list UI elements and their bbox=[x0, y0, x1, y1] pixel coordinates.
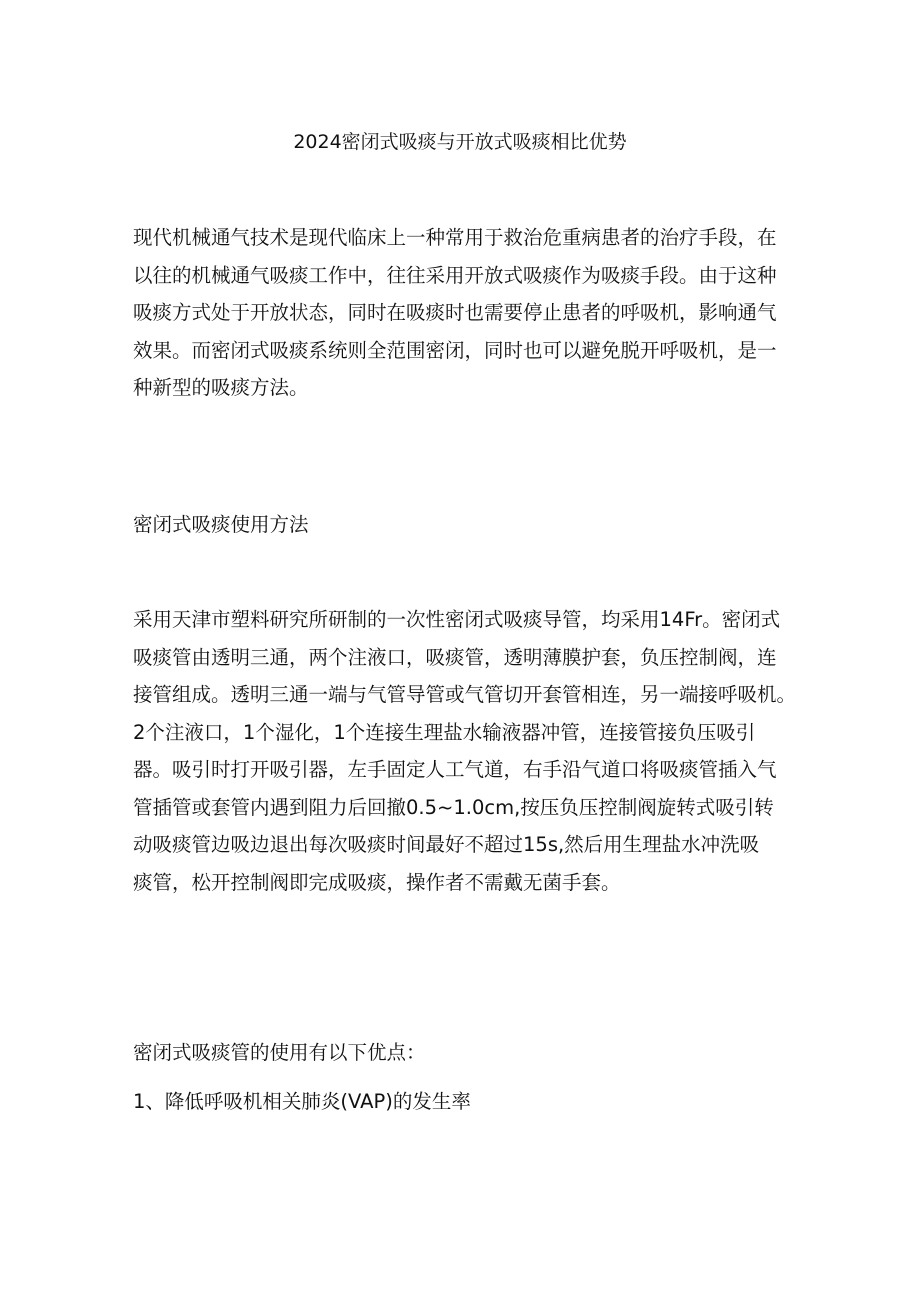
advantage-item-1: 1、降低呼吸机相关肺炎(VAP)的发生率 bbox=[133, 1090, 471, 1113]
section-heading: 密闭式吸痰使用方法 bbox=[133, 513, 309, 536]
intro-line: 效果。而密闭式吸痰系统则全范围密闭，同时也可以避免脱开呼吸机，是一 bbox=[133, 338, 777, 362]
method-line: 痰管，松开控制阀即完成吸痰，操作者不需戴无菌手套。 bbox=[133, 870, 621, 894]
method-line: 动吸痰管边吸边退出每次吸痰时间最好不超过15s,然后用生理盐水冲洗吸 bbox=[133, 833, 760, 856]
method-line: 吸痰管由透明三通，两个注液口，吸痰管，透明薄膜护套，负压控制阀，连 bbox=[133, 645, 777, 669]
intro-paragraph bbox=[133, 219, 793, 407]
document-title: 2024密闭式吸痰与开放式吸痰相比优势 bbox=[293, 131, 627, 153]
method-paragraph bbox=[133, 601, 797, 901]
intro-line: 以往的机械通气吸痰工作中，往往采用开放式吸痰作为吸痰手段。由于这种 bbox=[133, 263, 777, 287]
intro-line: 吸痰方式处于开放状态，同时在吸痰时也需要停止患者的呼吸机，影响通气 bbox=[133, 301, 777, 324]
method-line: 2个注液口，1个湿化，1个连接生理盐水输液器冲管，连接管接负压吸引 bbox=[133, 720, 756, 744]
method-line: 管插管或套管内遇到阻力后回撤0.5~1.0cm,按压负压控制阀旋转式吸引转 bbox=[133, 795, 774, 819]
intro-line: 种新型的吸痰方法。 bbox=[133, 376, 309, 399]
method-line: 接管组成。透明三通一端与气管导管或气管切开套管相连，另一端接呼吸机。 bbox=[133, 683, 797, 706]
method-line: 采用天津市塑料研究所研制的一次性密闭式吸痰导管，均采用14Fr。密闭式 bbox=[133, 608, 781, 631]
method-line: 器。吸引时打开吸引器，左手固定人工气道，右手沿气道口将吸痰管插入气 bbox=[133, 758, 777, 781]
intro-line: 现代机械通气技术是现代临床上一种常用于救治危重病患者的治疗手段，在 bbox=[133, 226, 777, 249]
advantages-heading: 密闭式吸痰管的使用有以下优点： bbox=[133, 1041, 426, 1064]
